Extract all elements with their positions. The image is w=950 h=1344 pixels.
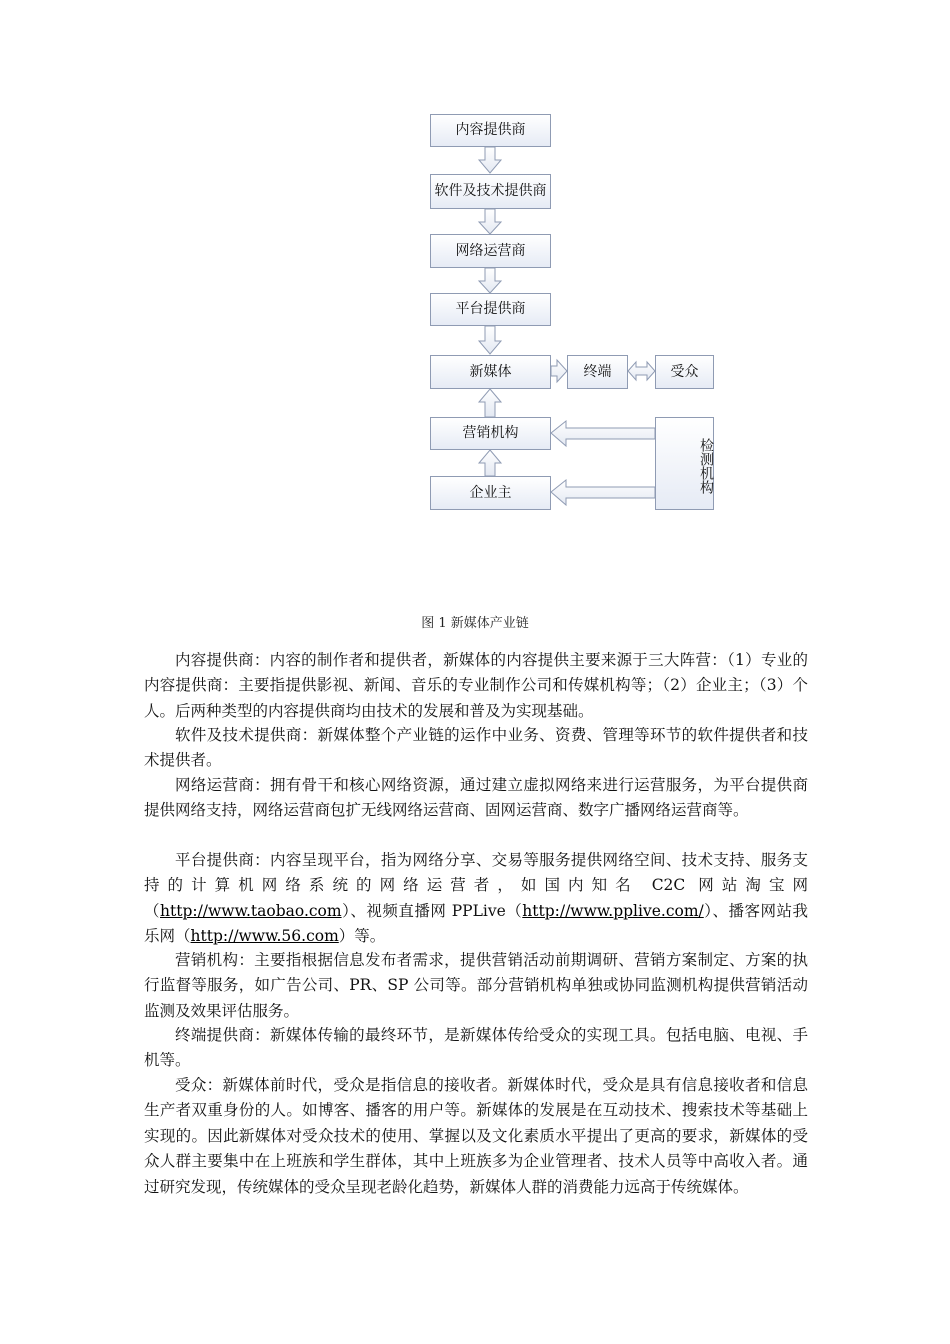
figure-caption: 图 1 新媒体产业链 (421, 616, 529, 631)
node-new-media: 新媒体 (430, 355, 551, 389)
node-marketing: 营销机构 (430, 417, 551, 450)
arrow-down-1 (479, 147, 501, 173)
arrow-left-enterprise (551, 480, 655, 505)
paragraph-terminal: 终端提供商：新媒体传输的最终环节，是新媒体传给受众的实现工具。包括电脑、电视、手机等。 (144, 1026, 808, 1070)
paragraph-network-operator: 网络运营商：拥有骨干和核心网络资源，通过建立虚拟网络来进行运营服务，为平台提供商提供网络支持，网络运营商包扩无线网络运营商、固网运营商、数字广播网络运营商等。 (144, 776, 808, 820)
node-network-operator: 网络运营商 (430, 234, 551, 268)
node-audience: 受众 (655, 355, 714, 389)
56-link[interactable]: http://www.56.com (190, 927, 339, 946)
node-content-provider: 内容提供商 (430, 114, 551, 147)
node-enterprise: 企业主 (430, 476, 551, 510)
node-monitoring: 检测机构 (655, 417, 714, 510)
arrow-up-2 (479, 450, 501, 476)
arrow-down-3 (479, 268, 501, 293)
platform-text-3: ）、播客网站我乐网（ (144, 901, 808, 946)
platform-text-1: 平台提供商：内容呈现平台，指为网络分享、交易等服务提供网络空间、技术支持、服务支持的计算机网络系统的网络运营者，如国内知名 C2C 网站淘宝网（ (144, 851, 808, 920)
arrow-up-1 (479, 389, 501, 417)
arrow-double-audience (628, 362, 655, 380)
arrow-left-marketing (551, 421, 655, 446)
platform-text-2: ）、视频直播网 PPLive（ (341, 901, 523, 920)
node-software-provider: 软件及技术提供商 (430, 174, 551, 209)
arrow-right-terminal (551, 360, 567, 382)
paragraph-platform-provider (144, 848, 808, 950)
pplive-link[interactable]: http://www.pplive.com/ (522, 901, 704, 920)
arrow-down-4 (479, 326, 501, 354)
platform-text-4: ）等。 (338, 927, 386, 946)
paragraph-software-provider: 软件及技术提供商：新媒体整个产业链的运作中业务、资费、管理等环节的软件提供者和技术提供者。 (144, 726, 808, 770)
paragraph-audience: 受众：新媒体前时代，受众是指信息的接收者。新媒体时代，受众是具有信息接收者和信息生产者双重身份的人。如博客、播客的用户等。新媒体的发展是在互动技术、搜索技术等基础上实现的。因此新媒体对受众技术的使用、掌握以及文化素质水平提出了更高的要求，新媒体的受众人群主要集中在上班族和学生群体，其中上班族多为企业管理者、技术人员等中高收入者。通过研究发现，传统媒体的受众呈现老龄化趋势，新媒体人群的消费能力远高于传统媒体。 (144, 1076, 808, 1196)
paragraph-content-provider: 内容提供商：内容的制作者和提供者，新媒体的内容提供主要来源于三大阵营：（1）专业的内容提供商：主要指提供影视、新闻、音乐的专业制作公司和传媒机构等；（2）企业主；（3）个人。后两种类型的内容提供商均由技术的发展和普及为实现基础。 (144, 651, 808, 720)
arrow-down-2 (479, 209, 501, 234)
paragraph-marketing: 营销机构：主要指根据信息发布者需求，提供营销活动前期调研、营销方案制定、方案的执行监督等服务，如广告公司、PR、SP 公司等。部分营销机构单独或协同监测机构提供营销活动监测及效果评估服务。 (144, 951, 808, 1020)
node-platform-provider: 平台提供商 (430, 293, 551, 326)
node-terminal: 终端 (567, 355, 628, 389)
taobao-link[interactable]: http://www.taobao.com (160, 901, 342, 920)
